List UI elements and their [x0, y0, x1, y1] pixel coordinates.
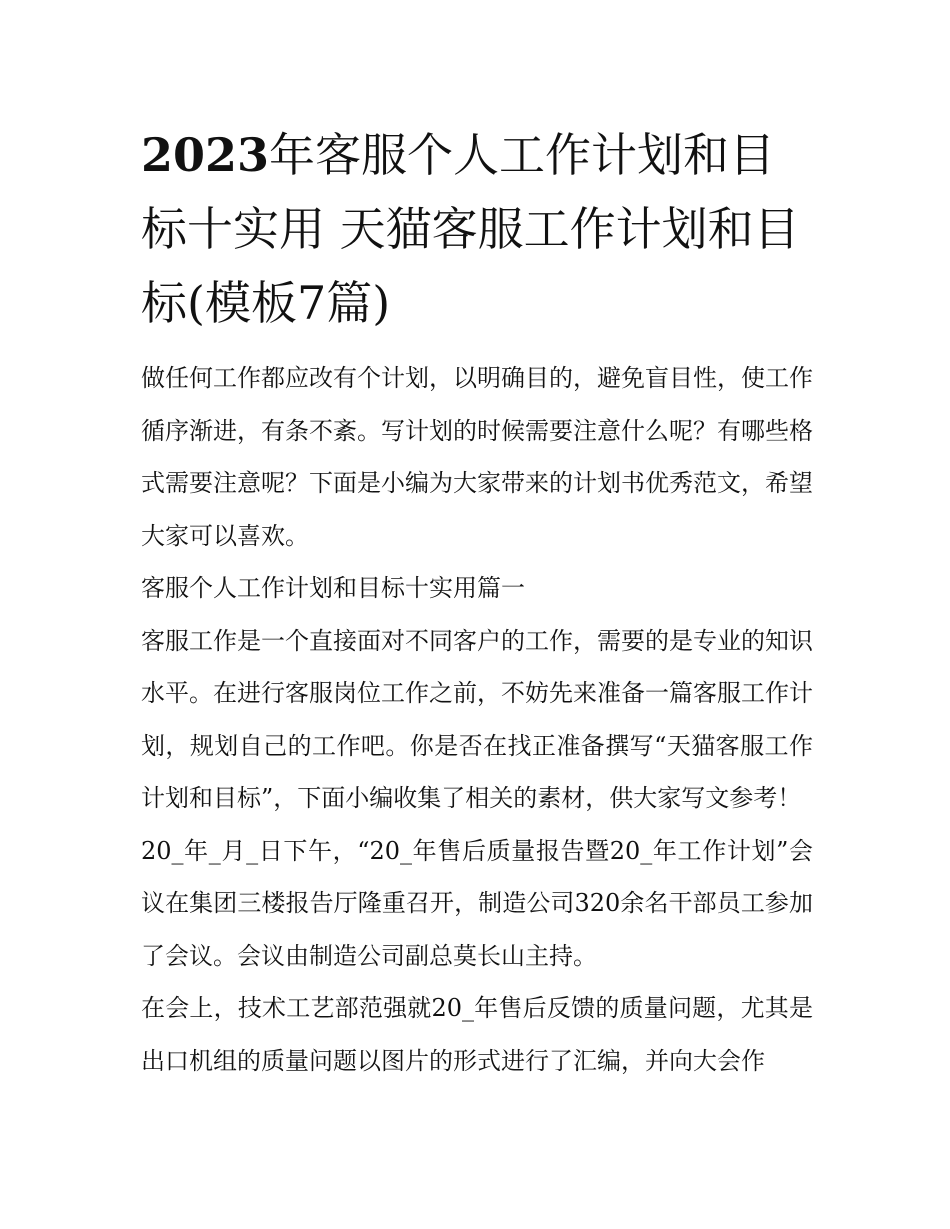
title-year: 2023 — [141, 128, 270, 182]
document-body — [141, 352, 813, 1087]
section-heading: 客服个人工作计划和目标十实用篇一 — [141, 574, 525, 602]
document-title — [141, 118, 813, 340]
document-page — [141, 118, 813, 1087]
body-paragraph: 在会上，技术工艺部范强就20_年售后反馈的质量问题，尤其是出口机组的质量问题以图片的形式进行了汇编，并向大会作 — [141, 994, 813, 1075]
body-paragraph: 客服工作是一个直接面对不同客户的工作，需要的是专业的知识水平。在进行客服岗位工作之前，不妨先来准备一篇客服工作计划，规划自己的工作吧。你是否在找正准备撰写“天猫客服工作计划和目标”，下面小编收集了相关的素材，供大家写文参考！ — [141, 626, 813, 812]
body-paragraph: 20_年_月_日下午，“20_年售后质量报告暨20_年工作计划”会议在集团三楼报告厅隆重召开，制造公司320余名干部员工参加了会议。会议由制造公司副总莫长山主持。 — [141, 836, 813, 970]
intro-paragraph: 做任何工作都应改有个计划，以明确目的，避免盲目性，使工作循序渐进，有条不紊。写计划的时候需要注意什么呢？有哪些格式需要注意呢？下面是小编为大家带来的计划书优秀范文，希望大家可以喜欢。 — [141, 364, 813, 550]
title-text: 年客服个人工作计划和目标十实用 天猫客服工作计划和目标(模板7篇) — [141, 128, 800, 330]
